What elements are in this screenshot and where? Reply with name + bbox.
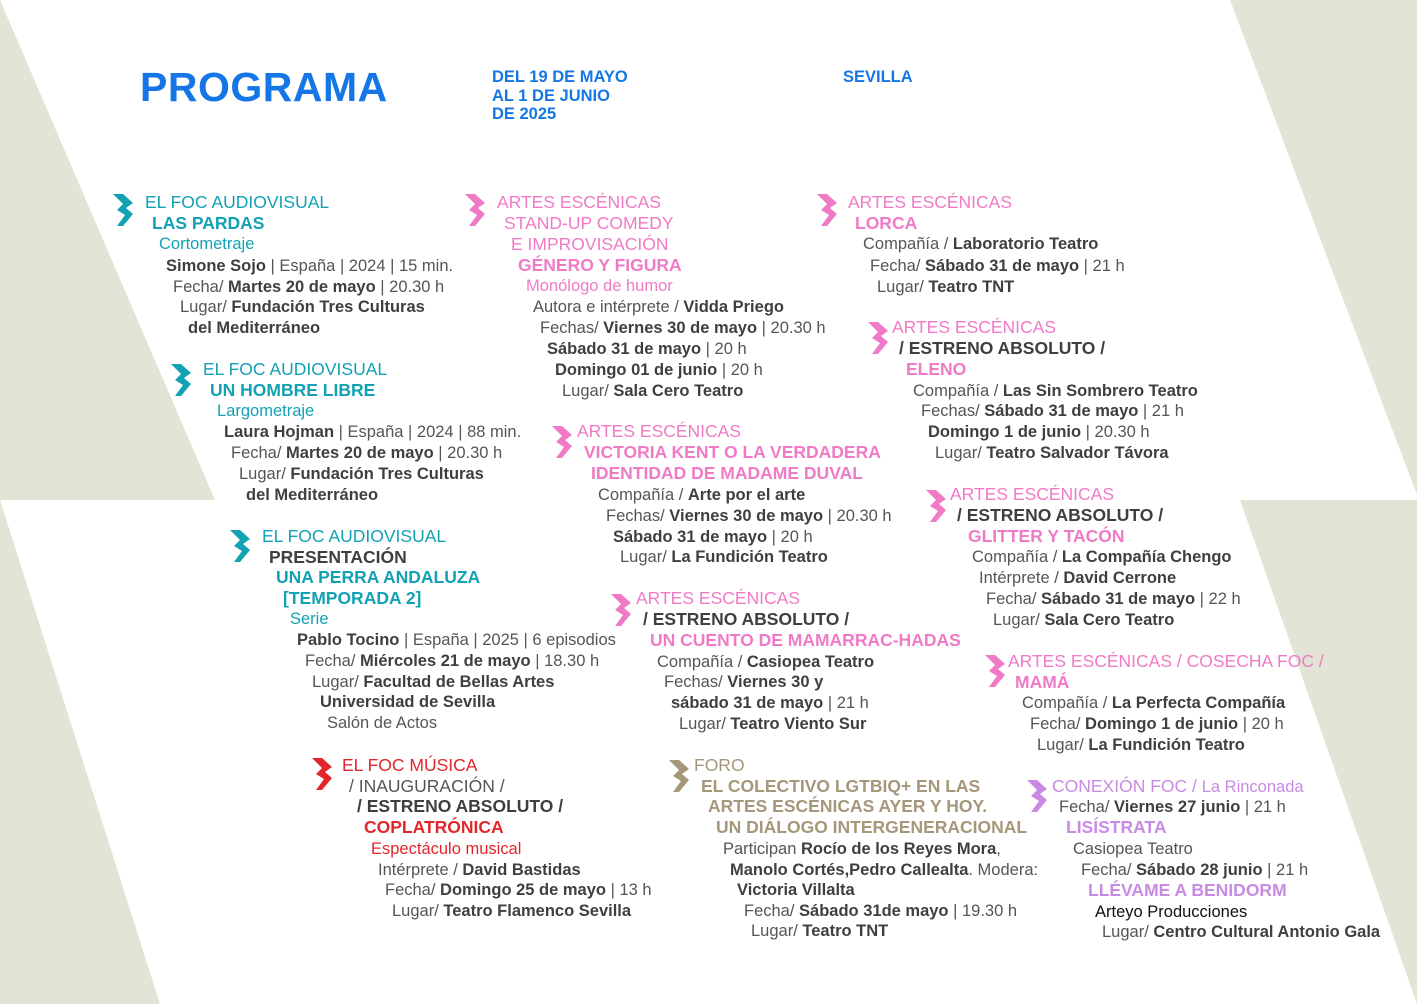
event-title: ELENO (906, 359, 967, 379)
venue: La Fundición Teatro (1088, 736, 1245, 754)
event-category: ARTES ESCÉNICAS (848, 192, 1013, 212)
event-date (231, 443, 502, 464)
date-line-2: AL 1 DE JUNIO (492, 86, 610, 105)
role-label: Compañía / (913, 382, 1003, 400)
event-credits (166, 256, 453, 277)
event-date (664, 672, 823, 693)
date-line-3: DE 2025 (492, 105, 557, 123)
event-date (385, 880, 652, 901)
event-venue (751, 921, 888, 942)
event-credits (598, 485, 805, 506)
venue-line-2: del Mediterráneo (246, 486, 379, 504)
event-title-line-2: IDENTIDAD DE MADAME DUVAL (591, 463, 863, 483)
event-title: COPLATRÓNICA (364, 817, 504, 837)
author: Las Sin Sombrero Teatro (1002, 382, 1198, 400)
bolt-icon (1026, 780, 1048, 812)
event-date (1059, 797, 1286, 818)
event-title-2: LLÉVAME A BENIDORM (1088, 880, 1287, 900)
date-label: Fechas/ (664, 673, 728, 691)
time: | 13 h (605, 881, 652, 899)
event-date (986, 589, 1241, 610)
date-label: Fecha/ (173, 278, 229, 296)
venue: Teatro Flamenco Sevilla (443, 902, 632, 920)
date: Sábado 31de mayo (799, 902, 949, 920)
bolt-icon (668, 760, 690, 792)
venue: Teatro TNT (802, 922, 889, 940)
event-title: LAS PARDAS (152, 213, 265, 233)
event-venue (679, 714, 866, 735)
event-category: EL FOC AUDIOVISUAL (145, 192, 330, 212)
event-date-3 (555, 360, 763, 381)
event-type: Monólogo de humor (526, 277, 673, 295)
event-credits (972, 547, 1231, 568)
time: | 22 h (1195, 590, 1241, 608)
event-title: UNA PERRA ANDALUZA (276, 567, 481, 587)
event-credits (297, 630, 616, 651)
venue-label: Lugar/ (239, 465, 291, 483)
bolt-icon (867, 322, 889, 354)
event-title: VICTORIA KENT O LA VERDADERA (584, 442, 881, 462)
date-label: Fecha/ (385, 881, 441, 899)
bolt-icon (170, 364, 192, 396)
bolt-icon (464, 194, 486, 226)
author: Arte por el arte (687, 486, 806, 504)
venue: Fundación Tres Culturas (290, 465, 484, 483)
event-date (305, 651, 599, 672)
event-date-2 (1081, 860, 1308, 881)
time: | 21 h (1240, 798, 1286, 816)
participants-label: Participan (723, 840, 801, 858)
time: | 20 h (767, 528, 813, 546)
event-credits (913, 381, 1198, 402)
separator: , (996, 840, 1001, 858)
venue-label: Lugar/ (620, 548, 672, 566)
event-subtitle: / ESTRENO ABSOLUTO / (957, 505, 1164, 525)
participant: Rocío de los Reyes Mora (800, 840, 997, 858)
venue: Facultad de Bellas Artes (363, 673, 555, 691)
event-date (606, 506, 892, 527)
event-title: GÉNERO Y FIGURA (518, 255, 682, 275)
venue: La Fundición Teatro (671, 548, 828, 566)
event-title: LORCA (855, 213, 918, 233)
venue: Teatro Viento Sur (730, 715, 867, 733)
event-venue (1102, 922, 1380, 943)
time: | 21 h (1262, 861, 1309, 879)
event-date (173, 277, 444, 298)
event-participants (723, 839, 1001, 860)
event-category: EL FOC AUDIOVISUAL (262, 526, 447, 546)
date: Sábado 31 de mayo (547, 340, 702, 358)
date: Domingo 1 de junio (1085, 715, 1239, 733)
event-category: EL FOC MÚSICA (342, 755, 478, 775)
author: Pablo Tocino (297, 631, 400, 649)
role-label: Intérprete / (378, 861, 463, 879)
event-date (921, 401, 1184, 422)
event-company: Casiopea Teatro (1073, 840, 1193, 858)
date: Martes 20 de mayo (286, 444, 434, 462)
venue: Teatro TNT (928, 278, 1015, 296)
event-subtitle: / ESTRENO ABSOLUTO / (899, 338, 1106, 358)
event-category: ARTES ESCÉNICAS (497, 192, 662, 212)
venue: Sala Cero Teatro (1044, 611, 1175, 629)
author: Laura Hojman (224, 423, 335, 441)
event-date-2 (928, 422, 1150, 443)
event-category-2: STAND-UP COMEDY (504, 213, 674, 233)
bolt-icon (925, 490, 947, 522)
date: Sábado 31 de mayo (1041, 590, 1196, 608)
author: Simone Sojo (166, 257, 266, 275)
author: La Perfecta Compañía (1111, 694, 1286, 712)
role-label: Compañía / (598, 486, 688, 504)
event-category: ARTES ESCÉNICAS (892, 317, 1057, 337)
date: Miércoles 21 de mayo (360, 652, 531, 670)
event-date-2 (547, 339, 747, 360)
event-category: ARTES ESCÉNICAS (636, 588, 801, 608)
venue-label: Lugar/ (1102, 923, 1154, 941)
event-venue (935, 443, 1169, 464)
event-credits-2 (979, 568, 1176, 589)
venue-label: Lugar/ (392, 902, 444, 920)
date: Viernes 30 de mayo (669, 507, 824, 525)
participant: Manolo Cortés,Pedro Callealta (730, 861, 969, 879)
date-label: Fecha/ (870, 257, 926, 275)
event-category: ARTES ESCÉNICAS / COSECHA FOC / (1008, 651, 1324, 671)
bolt-icon (984, 655, 1006, 687)
time: | 20 h (717, 361, 763, 379)
time: | 19.30 h (948, 902, 1018, 920)
role-label: Compañía / (1022, 694, 1112, 712)
event-date (1030, 714, 1284, 735)
bolt-icon (112, 194, 134, 226)
event-title-line-2: ARTES ESCÉNICAS AYER Y HOY. (708, 796, 988, 816)
date: Sábado 28 junio (1136, 861, 1263, 879)
venue: Fundación Tres Culturas (231, 298, 425, 316)
bolt-icon (229, 530, 251, 562)
event-date-2 (671, 693, 869, 714)
meta: | España | 2024 | 88 min. (334, 423, 522, 441)
right-top-stripe (1230, 0, 1417, 495)
event-date (870, 256, 1125, 277)
event-type: Largometraje (217, 402, 315, 420)
meta: | España | 2025 | 6 episodios (399, 631, 616, 649)
date-label: Fechas/ (921, 402, 985, 420)
event-venue (1037, 735, 1245, 756)
event-title: GLITTER Y TACÓN (968, 526, 1125, 546)
role-label: Compañía / (657, 653, 747, 671)
event-participants-2 (730, 860, 1038, 881)
event-venue (180, 297, 425, 318)
event-title-line-3: UN DIÁLOGO INTERGENERACIONAL (716, 817, 1028, 837)
event-credits (863, 234, 1098, 255)
event-presentation: PRESENTACIÓN (269, 547, 407, 567)
time: | 20.30 h (1081, 423, 1150, 441)
event-title-line-2: [TEMPORADA 2] (283, 588, 422, 608)
author: Vidda Priego (683, 298, 784, 316)
venue: Teatro Salvador Távora (986, 444, 1169, 462)
event-category: ARTES ESCÉNICAS (950, 484, 1115, 504)
event-category: ARTES ESCÉNICAS (577, 421, 742, 441)
date-label: Fecha/ (305, 652, 361, 670)
venue-label: Lugar/ (180, 298, 232, 316)
place: La Rinconada (1201, 778, 1304, 796)
time: | 20.30 h (823, 507, 892, 525)
date: Viernes 30 de mayo (603, 319, 758, 337)
event-date-2 (613, 527, 813, 548)
event-moderator: Victoria Villalta (737, 881, 855, 899)
city: SEVILLA (843, 68, 913, 86)
venue-label: Lugar/ (679, 715, 731, 733)
venue-line-2: Universidad de Sevilla (320, 693, 496, 711)
event-category: EL FOC AUDIOVISUAL (203, 359, 388, 379)
event-company-2: Arteyo Producciones (1095, 903, 1248, 921)
venue-label: Lugar/ (312, 673, 364, 691)
event-venue (562, 381, 743, 402)
date-range (492, 68, 628, 124)
event-date (540, 318, 826, 339)
event-subtitle: / ESTRENO ABSOLUTO / (643, 609, 850, 629)
event-title: EL COLECTIVO LGTBIQ+ EN LAS (701, 776, 981, 796)
time: | 20 h (1238, 715, 1284, 733)
date: Domingo 1 de junio (928, 423, 1082, 441)
event-subtitle-2: / ESTRENO ABSOLUTO / (357, 796, 564, 816)
bolt-icon (311, 758, 333, 790)
role-label: Compañía / (863, 235, 953, 253)
role-label: Autora e intérprete / (533, 298, 684, 316)
category: CONEXIÓN FOC / (1052, 776, 1202, 796)
date: Viernes 30 y (727, 673, 824, 691)
bolt-icon (610, 594, 632, 626)
date-label: Fecha/ (231, 444, 287, 462)
date-label: Fechas/ (540, 319, 604, 337)
venue: Sala Cero Teatro (613, 382, 744, 400)
date-label: Fecha/ (1030, 715, 1086, 733)
date-label: Fecha/ (1081, 861, 1137, 879)
left-bottom-stripe (0, 500, 160, 1004)
date: Sábado 31 de mayo (984, 402, 1139, 420)
date: sábado 31 de mayo (671, 694, 824, 712)
date-label: Fecha/ (1059, 798, 1115, 816)
venue-line-2: del Mediterráneo (188, 319, 321, 337)
event-subtitle-1: / INAUGURACIÓN / (349, 776, 505, 796)
bolt-icon (551, 426, 573, 458)
time: | 21 h (823, 694, 869, 712)
event-title: MAMÁ (1015, 672, 1070, 692)
event-venue (312, 672, 554, 693)
event-type: Cortometraje (159, 235, 255, 253)
role-label: Compañía / (972, 548, 1062, 566)
date: Sábado 31 de mayo (925, 257, 1080, 275)
event-credits (1022, 693, 1285, 714)
venue-label: Lugar/ (877, 278, 929, 296)
venue-label: Lugar/ (1037, 736, 1089, 754)
event-category: FORO (694, 755, 745, 775)
author: Casiopea Teatro (746, 653, 875, 671)
event-title: UN HOMBRE LIBRE (210, 380, 376, 400)
venue: Centro Cultural Antonio Gala (1153, 923, 1381, 941)
date-line-1: DEL 19 DE MAYO (492, 68, 628, 86)
event-category-3: E IMPROVISACIÓN (511, 234, 669, 254)
event-title: LISÍSTRATA (1066, 817, 1167, 837)
event-venue (620, 547, 828, 568)
time: | 20.30 h (375, 278, 445, 296)
venue-line-3: Salón de Actos (327, 714, 438, 732)
date: Viernes 27 junio (1114, 798, 1241, 816)
event-title: UN CUENTO DE MAMARRAC-HADAS (650, 630, 961, 650)
time: | 21 h (1079, 257, 1125, 275)
author: Laboratorio Teatro (952, 235, 1099, 253)
event-credits (533, 297, 784, 318)
date-label: Fechas/ (606, 507, 670, 525)
event-venue (877, 277, 1014, 298)
date-label: Fecha/ (986, 590, 1042, 608)
time: | 20.30 h (433, 444, 503, 462)
event-venue (993, 610, 1174, 631)
event-venue (392, 901, 631, 922)
bolt-icon (816, 194, 838, 226)
date-label: Fecha/ (744, 902, 800, 920)
time: | 18.30 h (530, 652, 600, 670)
time: | 21 h (1138, 402, 1184, 420)
page-title: PROGRAMA (140, 64, 388, 110)
date: Martes 20 de mayo (228, 278, 376, 296)
time: | 20.30 h (757, 319, 826, 337)
venue-label: Lugar/ (935, 444, 987, 462)
venue-label: Lugar/ (751, 922, 803, 940)
event-credits (378, 860, 581, 881)
event-credits (657, 652, 874, 673)
venue-label: Lugar/ (993, 611, 1045, 629)
time: | 20 h (701, 340, 747, 358)
date: Domingo 01 de junio (555, 361, 718, 379)
event-credits (224, 422, 521, 443)
date: Sábado 31 de mayo (613, 528, 768, 546)
author: La Compañía Chengo (1061, 548, 1232, 566)
author: David Cerrone (1063, 569, 1177, 587)
event-category (1052, 776, 1304, 798)
moderator-label: . Modera: (968, 861, 1039, 879)
author: David Bastidas (462, 861, 581, 879)
event-type: Serie (290, 610, 329, 628)
event-date (744, 901, 1017, 922)
role-label: Intérprete / (979, 569, 1064, 587)
event-type: Espectáculo musical (371, 840, 522, 858)
venue-label: Lugar/ (562, 382, 614, 400)
date: Domingo 25 de mayo (440, 881, 606, 899)
meta: | España | 2024 | 15 min. (265, 257, 454, 275)
event-venue (239, 464, 484, 485)
